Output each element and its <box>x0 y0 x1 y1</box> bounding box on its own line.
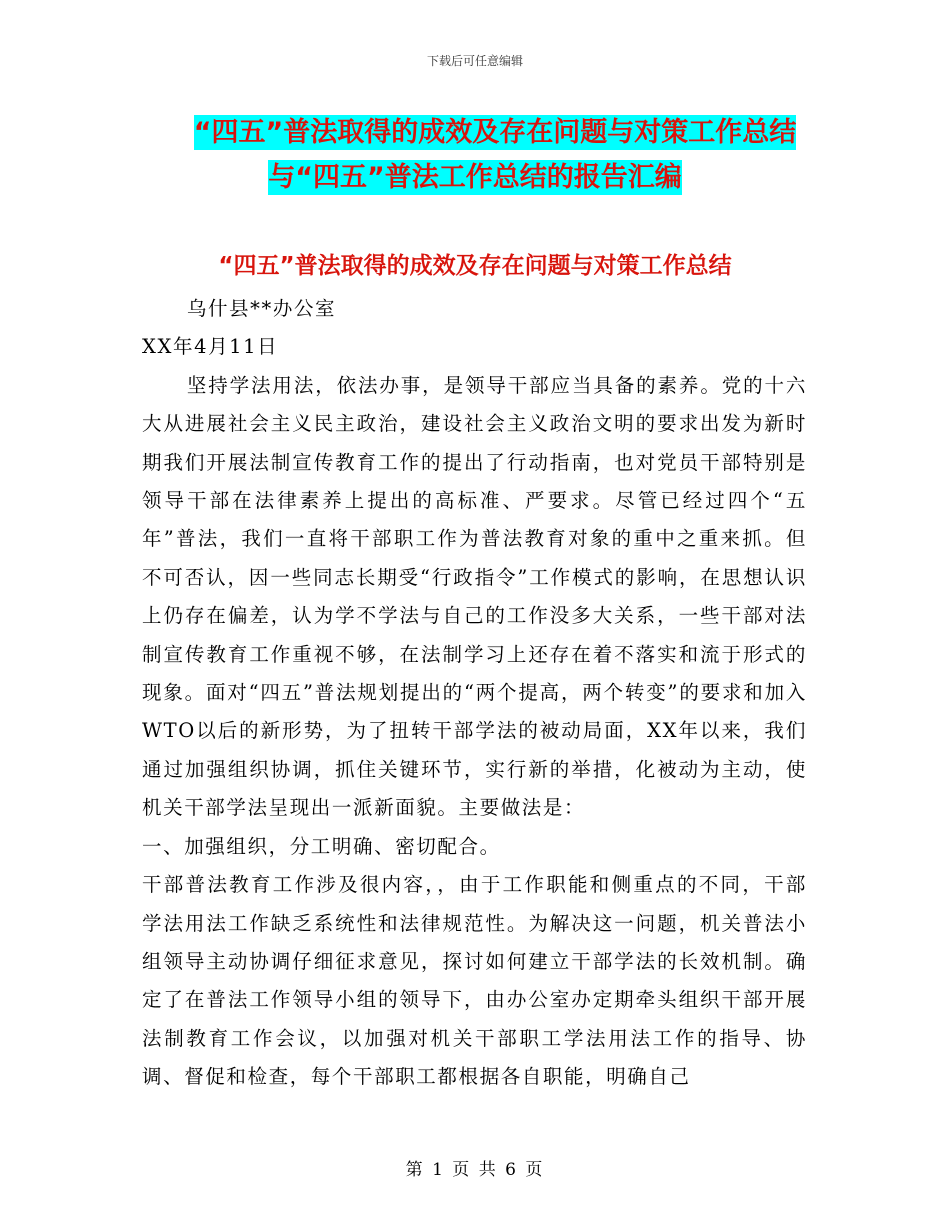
main-title-line-1-text: “四五”普法取得的成效及存在问题与对策工作总结 <box>193 117 797 148</box>
document-body <box>142 290 807 1097</box>
main-title-line-1 <box>0 110 950 149</box>
section-heading-1: 一、加强组织，分工明确、密切配合。 <box>142 834 501 858</box>
author-line: 乌什县**办公室 <box>186 297 337 320</box>
page-header: 下载后可任意编辑 <box>426 54 523 68</box>
paragraph-1: 坚持学法用法，依法办事，是领导干部应当具备的素养。党的十六大从进展社会主义民主政治，建设社会主义政治文明的要求出发为新时期我们开展法制宣传教育工作的提出了行动指南，也对党员干部特别是领导干部在法律素养上提出的高标准、严要求。尽管已经过四个“五年”普法，我们一直将干部职工作为普法教育对象的重中之重来抓。但不可否认，因一些同志长期受“行政指令”工作模式的影响，在思想认识上仍存在偏差，认为学不学法与自己的工作没多大关系，一些干部对法制宣传教育工作重视不够，在法制学习上还存在着不落实和流于形式的现象。面对“四五”普法规划提出的“两个提高，两个转变”的要求和加入WTO以后的新形势，为了扭转干部学法的被动局面，XX年以来，我们通过加强组织协调，抓住关键环节，实行新的举措，化被动为主动，使机关干部学法呈现出一派新面貌。主要做法是： <box>142 373 807 820</box>
date-line: XX年4月11日 <box>142 335 279 359</box>
page-footer: 第 1 页 共 6 页 <box>405 1160 545 1180</box>
main-title-line-2 <box>0 155 950 194</box>
paragraph-2: 干部普法教育工作涉及很内容，，由于工作职能和侧重点的不同，干部学法用法工作缺乏系统性和法律规范性。为解决这一问题，机关普法小组领导主动协调仔细征求意见，探讨如何建立干部学法的长效机制。确定了在普法工作领导小组的领导下，由办公室办定期牵头组织干部开展法制教育工作会议，以加强对机关干部职工学法用法工作的指导、协调、督促和检查，每个干部职工都根据各自职能，明确自己 <box>142 873 807 1089</box>
main-title-line-2-text: 与“四五”普法工作总结的报告汇编 <box>268 162 682 193</box>
section-title: “四五”普法取得的成效及存在问题与对策工作总结 <box>218 253 732 279</box>
